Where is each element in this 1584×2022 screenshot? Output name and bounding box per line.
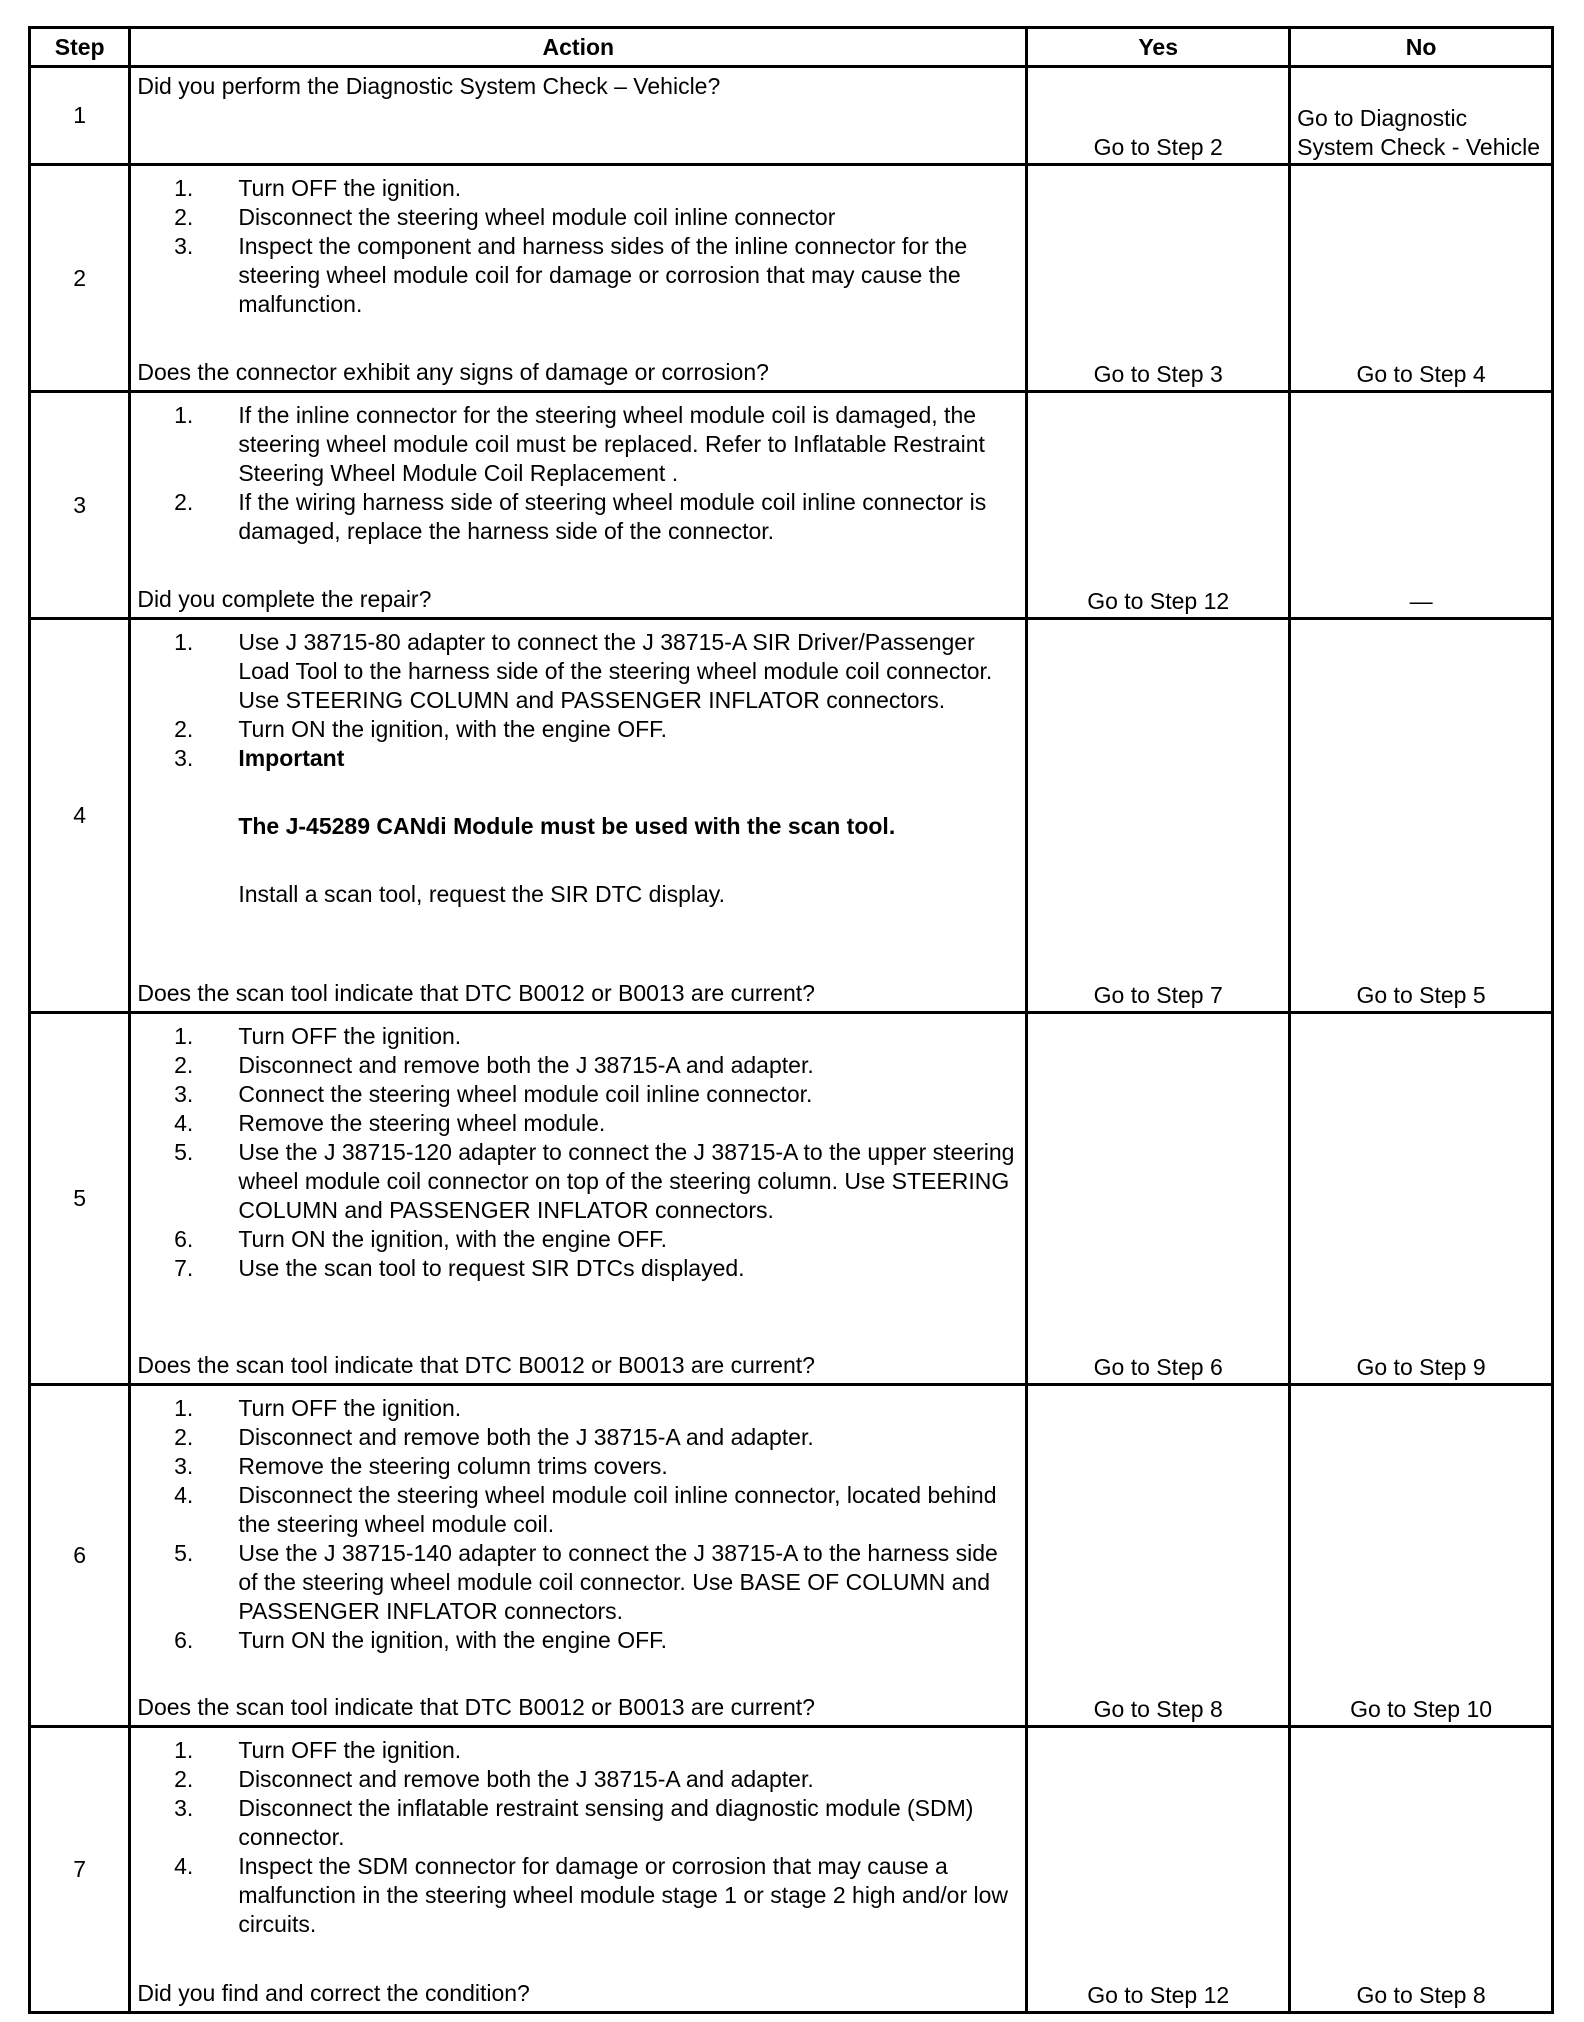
table-row bbox=[30, 67, 1553, 165]
header-no: No bbox=[1290, 28, 1553, 67]
yes-cell: Go to Step 12 bbox=[1027, 1727, 1290, 2013]
table-row bbox=[30, 1727, 1553, 2013]
list-item: 2. Disconnect the steering wheel module coil inline connector bbox=[174, 204, 836, 230]
step-number: 6 bbox=[30, 1385, 130, 1727]
step-number: 3 bbox=[30, 392, 130, 619]
yes-cell: Go to Step 3 bbox=[1027, 165, 1290, 392]
no-cell: — bbox=[1290, 392, 1553, 619]
action-cell bbox=[130, 1727, 1027, 2013]
table-header-row bbox=[30, 28, 1553, 67]
question-text: Did you find and correct the condition? bbox=[137, 1980, 530, 2006]
list-item: 2. If the wiring harness side of steering wheel module coil inline connector is damaged, replace the harness side of the connector. bbox=[174, 489, 987, 544]
list-item: 3. Important The J-45289 CANdi Module must be used with the scan tool. Install a scan tool, request the SIR DTC display. bbox=[137, 744, 1019, 909]
header-action: Action bbox=[130, 28, 1027, 67]
header-yes: Yes bbox=[1027, 28, 1290, 67]
action-list bbox=[137, 174, 1019, 319]
question-text: Does the scan tool indicate that DTC B0012 or B0013 are current? bbox=[137, 1694, 815, 1720]
list-item: 2. Disconnect and remove both the J 38715-A and adapter. bbox=[174, 1424, 814, 1450]
list-item: 1. Turn OFF the ignition. bbox=[174, 1737, 462, 1763]
header-step: Step bbox=[30, 28, 130, 67]
list-item: 1. Turn OFF the ignition. bbox=[174, 1395, 462, 1421]
list-item: 7. Use the scan tool to request SIR DTCs displayed. bbox=[174, 1255, 745, 1281]
list-item: 2. Turn ON the ignition, with the engine OFF. bbox=[174, 716, 668, 742]
table-row bbox=[30, 619, 1553, 1013]
list-item: 4. Inspect the SDM connector for damage or corrosion that may cause a malfunction in the steering wheel module stage 1 or stage 2 high and/or low circuits. bbox=[174, 1853, 1009, 1937]
action-list bbox=[137, 401, 1019, 546]
action-cell bbox=[130, 1385, 1027, 1727]
action-list bbox=[137, 1394, 1019, 1655]
action-list bbox=[137, 1022, 1019, 1283]
question-text: Does the connector exhibit any signs of damage or corrosion? bbox=[137, 359, 769, 385]
list-item: 4. Disconnect the steering wheel module coil inline connector, located behind the steering wheel module coil. bbox=[174, 1482, 997, 1537]
step-number: 5 bbox=[30, 1013, 130, 1385]
step-number: 1 bbox=[30, 67, 130, 165]
action-list bbox=[137, 628, 1019, 909]
question-text: Does the scan tool indicate that DTC B0012 or B0013 are current? bbox=[137, 1352, 815, 1378]
yes-cell: Go to Step 6 bbox=[1027, 1013, 1290, 1385]
table-row bbox=[30, 165, 1553, 392]
list-item: 5. Use the J 38715-120 adapter to connect the J 38715-A to the upper steering wheel module coil connector on top of the steering column. Use STEERING COLUMN and PASSENGER INFLATOR connectors. bbox=[174, 1139, 1015, 1223]
no-cell: Go to Step 9 bbox=[1290, 1013, 1553, 1385]
important-note: The J-45289 CANdi Module must be used with the scan tool. bbox=[238, 813, 896, 839]
list-item: 2. Disconnect and remove both the J 38715-A and adapter. bbox=[174, 1052, 814, 1078]
action-cell bbox=[130, 392, 1027, 619]
yes-cell: Go to Step 8 bbox=[1027, 1385, 1290, 1727]
list-item: 3. Connect the steering wheel module coil inline connector. bbox=[174, 1081, 813, 1107]
list-item: 1. Use J 38715-80 adapter to connect the J 38715-A SIR Driver/Passenger Load Tool to the harness side of the steering wheel module coil connector. Use STEERING COLUMN and PASSENGER INFLATOR connectors. bbox=[174, 629, 993, 713]
list-item: 5. Use the J 38715-140 adapter to connect the J 38715-A to the harness side of the steering wheel module coil connector. Use BASE OF COLUMN and PASSENGER INFLATOR connectors. bbox=[174, 1540, 998, 1624]
list-item: 6. Turn ON the ignition, with the engine OFF. bbox=[174, 1627, 668, 1653]
list-item: 6. Turn ON the ignition, with the engine OFF. bbox=[174, 1226, 668, 1252]
list-item: 2. Disconnect and remove both the J 38715-A and adapter. bbox=[174, 1766, 814, 1792]
list-item: 1. Turn OFF the ignition. bbox=[174, 175, 462, 201]
no-cell: Go to Step 8 bbox=[1290, 1727, 1553, 2013]
question-text: Did you perform the Diagnostic System Check – Vehicle? bbox=[137, 73, 721, 99]
no-cell: Go to Diagnostic System Check - Vehicle bbox=[1290, 67, 1553, 165]
important-heading: Important bbox=[238, 745, 345, 771]
yes-cell: Go to Step 12 bbox=[1027, 392, 1290, 619]
list-item: 1. If the inline connector for the steering wheel module coil is damaged, the steering wheel module coil must be replaced. Refer to Inflatable Restraint Steering Wheel Module Coil Replacement . bbox=[174, 402, 985, 486]
important-body: Install a scan tool, request the SIR DTC display. bbox=[238, 881, 725, 907]
list-item: 1. Turn OFF the ignition. bbox=[174, 1023, 462, 1049]
question-text: Did you complete the repair? bbox=[137, 586, 432, 612]
list-item: 3. Inspect the component and harness sides of the inline connector for the steering wheel module coil for damage or corrosion that may cause the malfunction. bbox=[174, 233, 968, 317]
list-item: 3. Remove the steering column trims covers. bbox=[174, 1453, 668, 1479]
table-row bbox=[30, 1013, 1553, 1385]
action-cell bbox=[130, 67, 1027, 165]
action-cell bbox=[130, 165, 1027, 392]
step-number: 7 bbox=[30, 1727, 130, 2013]
table-row bbox=[30, 392, 1553, 619]
no-cell: Go to Step 10 bbox=[1290, 1385, 1553, 1727]
action-cell bbox=[130, 619, 1027, 1013]
yes-cell: Go to Step 2 bbox=[1027, 67, 1290, 165]
diagnostic-table bbox=[28, 26, 1554, 2014]
list-item: 4. Remove the steering wheel module. bbox=[174, 1110, 606, 1136]
no-cell: Go to Step 4 bbox=[1290, 165, 1553, 392]
question-text: Does the scan tool indicate that DTC B0012 or B0013 are current? bbox=[137, 980, 815, 1006]
action-cell bbox=[130, 1013, 1027, 1385]
action-list bbox=[137, 1736, 1019, 1939]
yes-cell: Go to Step 7 bbox=[1027, 619, 1290, 1013]
list-item: 3. Disconnect the inflatable restraint sensing and diagnostic module (SDM) connector. bbox=[174, 1795, 974, 1850]
step-number: 4 bbox=[30, 619, 130, 1013]
step-number: 2 bbox=[30, 165, 130, 392]
no-cell: Go to Step 5 bbox=[1290, 619, 1553, 1013]
table-row bbox=[30, 1385, 1553, 1727]
